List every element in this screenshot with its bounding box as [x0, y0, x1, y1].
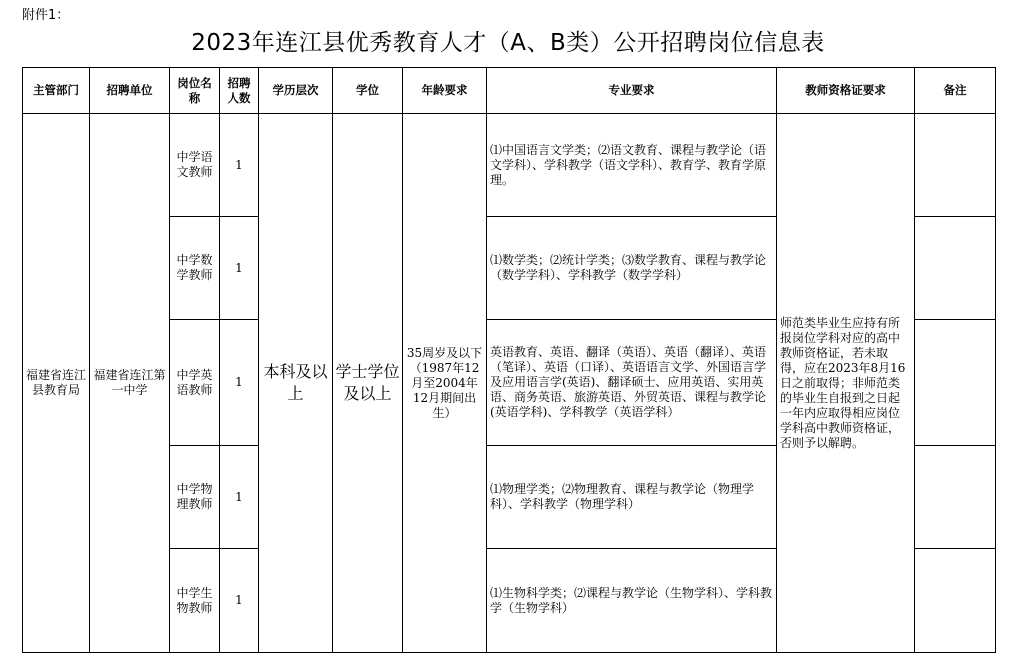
count-cell: 1 — [220, 320, 259, 446]
major-cell: ⑴中国语言文学类；⑵语文教育、课程与教学论（语文学科）、学科教学（语文学科）、教育学、教育学原理。 — [487, 114, 777, 217]
header-row — [23, 68, 996, 114]
header-education: 学历层次 — [259, 68, 333, 114]
header-degree: 学位 — [333, 68, 403, 114]
position-cell: 中学数学教师 — [170, 217, 220, 320]
header-position: 岗位名称 — [170, 68, 220, 114]
recruitment-table — [22, 67, 996, 653]
note-cell — [915, 217, 996, 320]
major-cell: ⑴数学类；⑵统计学类；⑶数学教育、课程与教学论（数学学科）、学科教学（数学学科） — [487, 217, 777, 320]
count-cell: 1 — [220, 549, 259, 653]
count-cell: 1 — [220, 217, 259, 320]
count-cell: 1 — [220, 114, 259, 217]
header-note: 备注 — [915, 68, 996, 114]
unit-cell: 福建省连江第一中学 — [90, 114, 170, 653]
note-cell — [915, 446, 996, 549]
position-cell: 中学英语教师 — [170, 320, 220, 446]
header-age: 年龄要求 — [403, 68, 487, 114]
education-cell: 本科及以上 — [259, 114, 333, 653]
header-certificate: 教师资格证要求 — [777, 68, 915, 114]
department-cell: 福建省连江县教育局 — [23, 114, 90, 653]
note-cell — [915, 549, 996, 653]
count-cell: 1 — [220, 446, 259, 549]
position-cell: 中学生物教师 — [170, 549, 220, 653]
header-department: 主管部门 — [23, 68, 90, 114]
note-cell — [915, 114, 996, 217]
note-cell — [915, 320, 996, 446]
major-cell: ⑴物理学类；⑵物理教育、课程与教学论（物理学科）、学科教学（物理学科） — [487, 446, 777, 549]
certificate-cell: 师范类毕业生应持有所报岗位学科对应的高中教师资格证，若未取得，应在2023年8月16日之前取得；非师范类的毕业生自报到之日起一年内应取得相应岗位学科高中教师资格证，否则予以解聘。 — [777, 114, 915, 653]
position-cell: 中学物理教师 — [170, 446, 220, 549]
degree-cell: 学士学位及以上 — [333, 114, 403, 653]
header-unit: 招聘单位 — [90, 68, 170, 114]
annex-label: 附件1： — [22, 8, 70, 23]
table-row — [23, 114, 996, 217]
header-major: 专业要求 — [487, 68, 777, 114]
major-cell: ⑴生物科学类；⑵课程与教学论（生物学科）、学科教学（生物学科） — [487, 549, 777, 653]
major-cell: 英语教育、英语、翻译（英语）、英语（翻译）、英语（笔译）、英语（口译）、英语语言文学、外国语言学及应用语言学(英语)、翻译硕士、应用英语、实用英语、商务英语、旅游英语、外贸英语、课程与教学论(英语学科)、学科教学（英语学科） — [487, 320, 777, 446]
age-cell: 35周岁及以下（1987年12月至2004年12月期间出生） — [403, 114, 487, 653]
header-count: 招聘人数 — [220, 68, 259, 114]
position-cell: 中学语文教师 — [170, 114, 220, 217]
page-title: 2023年连江县优秀教育人才（A、B类）公开招聘岗位信息表 — [191, 30, 825, 56]
